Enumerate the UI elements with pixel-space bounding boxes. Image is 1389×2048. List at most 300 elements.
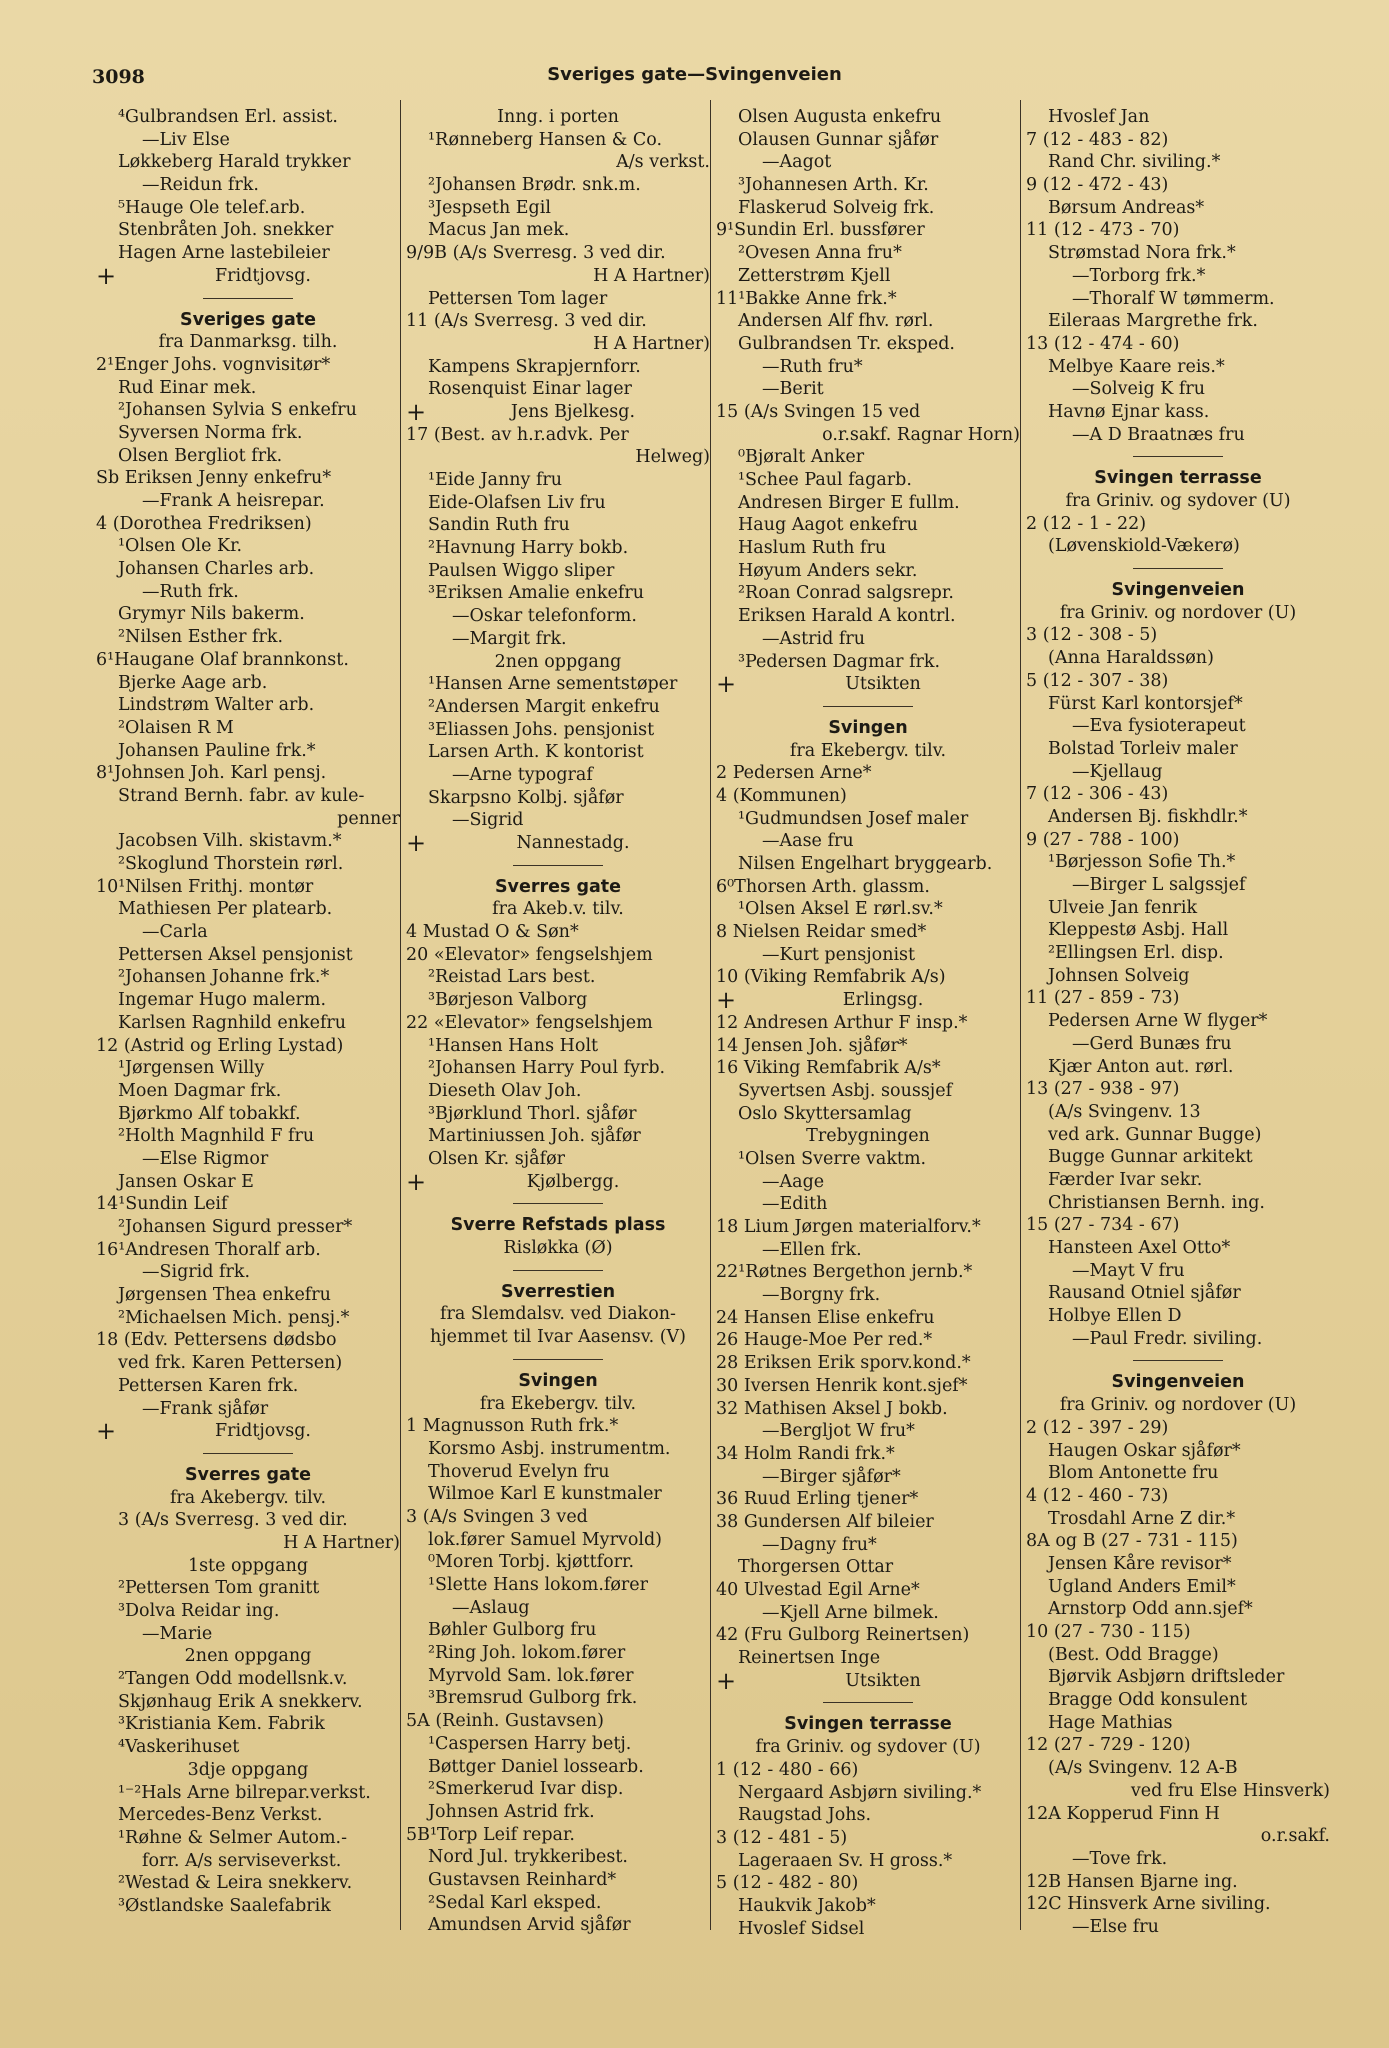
directory-entry: Rosenquist Einar lager bbox=[428, 379, 632, 400]
cross-marker-icon: + bbox=[96, 1420, 117, 1443]
directory-entry: Paulsen Wiggo sliper bbox=[428, 560, 615, 581]
directory-entry: 3 (12 - 481 - 5) bbox=[716, 1827, 848, 1848]
directory-entry: ²Skoglund Thorstein rørl. bbox=[118, 854, 344, 875]
directory-entry: —Sigrid frk. bbox=[142, 1262, 251, 1283]
directory-entry: 30 Iversen Henrik kont.sjef* bbox=[716, 1375, 968, 1396]
directory-entry: Børsum Andreas* bbox=[1048, 197, 1205, 218]
cross-marker-icon: + bbox=[406, 1170, 427, 1194]
directory-entry: —Reidun frk. bbox=[142, 175, 259, 196]
directory-entry: Blom Antonette fru bbox=[1048, 1463, 1219, 1484]
directory-entry: Olsen Bergliot frk. bbox=[118, 445, 283, 466]
directory-entry: 15 (27 - 734 - 67) bbox=[1026, 1215, 1180, 1236]
directory-entry: ³Bjørklund Thorl. sjåfør bbox=[428, 1103, 637, 1124]
section-note: 3dje oppgang bbox=[187, 1759, 309, 1780]
directory-entry: ¹Hansen Arne sementstøper bbox=[428, 674, 678, 695]
directory-entry: —Kjell Arne bilmek. bbox=[762, 1602, 939, 1623]
section-note: 2nen oppgang bbox=[184, 1646, 312, 1667]
directory-entry: (A/s Svingenv. 12 A-B bbox=[1048, 1758, 1238, 1779]
directory-entry: Olausen Gunnar sjåfør bbox=[738, 129, 939, 150]
directory-entry: 14¹Sundin Leif bbox=[96, 1194, 228, 1215]
directory-entry: 9/9B (A/s Sverresg. 3 ved dir. bbox=[406, 243, 666, 264]
street-heading: Svingenveien bbox=[1111, 1372, 1245, 1393]
directory-entry: Ingemar Hugo malerm. bbox=[118, 990, 327, 1011]
directory-entry: ²Olaisen R M bbox=[118, 717, 234, 738]
directory-entry: ¹Gudmundsen Josef maler bbox=[738, 808, 969, 829]
directory-entry: —Bergljot W fru* bbox=[762, 1421, 915, 1442]
directory-entry: Wilmoe Karl E kunstmaler bbox=[428, 1484, 662, 1505]
directory-entry: —Birger sjåfør* bbox=[762, 1466, 901, 1487]
directory-entry: Eileraas Margrethe frk. bbox=[1048, 311, 1258, 332]
directory-entry: Jensen Kåre revisor* bbox=[1048, 1553, 1232, 1574]
directory-entry: 9 (27 - 788 - 100) bbox=[1026, 829, 1180, 850]
directory-entry: ³Kristiania Kem. Fabrik bbox=[118, 1714, 325, 1735]
directory-entry: ²Ring Joh. lokom.fører bbox=[428, 1643, 626, 1664]
directory-entry: ¹Olsen Aksel E rørl.sv.* bbox=[738, 899, 943, 920]
directory-entry: ⁴Gulbrandsen Erl. assist. bbox=[118, 107, 338, 127]
directory-entry: ¹Hansen Hans Holt bbox=[428, 1035, 599, 1056]
directory-entry: 22 «Elevator» fengselshjem bbox=[406, 1012, 653, 1033]
directory-entry: Haukvik Jakob* bbox=[738, 1895, 876, 1916]
directory-entry: —A D Braatnæs fru bbox=[1072, 424, 1245, 445]
directory-entry: Gustavsen Reinhard* bbox=[428, 1869, 617, 1890]
cross-street bbox=[96, 1420, 400, 1443]
directory-entry: Johnsen Solveig bbox=[1048, 965, 1190, 986]
cross-street-label: Kjølbergg. bbox=[526, 1171, 620, 1192]
directory-entry: Skarpsno Kolbj. sjåfør bbox=[428, 787, 624, 808]
section-rule bbox=[513, 865, 603, 866]
directory-entry: ³Dolva Reidar ing. bbox=[118, 1601, 280, 1622]
directory-entry: ⁵Hauge Ole telef.arb. bbox=[118, 197, 306, 218]
section-rule bbox=[203, 1453, 293, 1454]
directory-entry: —Astrid fru bbox=[762, 628, 865, 649]
directory-entry: 8¹Johnsen Joh. Karl pensj. bbox=[96, 763, 327, 784]
directory-entry: (Løvenskiold-Vækerø) bbox=[1048, 536, 1240, 557]
directory-entry: —Birger L salgssjef bbox=[1072, 875, 1246, 896]
directory-entry: Pedersen Arne W flyger* bbox=[1048, 1011, 1268, 1032]
directory-entry: Helweg) bbox=[635, 447, 710, 468]
cross-street bbox=[716, 673, 1020, 696]
directory-entry: Eide-Olafsen Liv fru bbox=[428, 492, 606, 513]
directory-entry: Løkkeberg Harald trykker bbox=[118, 152, 351, 173]
directory-entry: Andresen Birger E fullm. bbox=[738, 492, 960, 513]
directory-entry: Johansen Charles arb. bbox=[118, 559, 315, 580]
directory-entry: Høyum Anders sekr. bbox=[738, 560, 918, 581]
section-note: Trebygningen bbox=[806, 1126, 930, 1147]
section-rule bbox=[513, 1270, 603, 1271]
directory-entry: 1 Magnusson Ruth frk.* bbox=[406, 1416, 619, 1437]
directory-entry: ¹Schee Paul fagarb. bbox=[738, 470, 912, 490]
directory-entry: 1 (12 - 480 - 66) bbox=[716, 1759, 859, 1780]
directory-entry: Nord Jul. trykkeribest. bbox=[428, 1847, 628, 1868]
column-divider-3 bbox=[1020, 100, 1021, 1930]
column-divider-2 bbox=[710, 100, 711, 1930]
directory-entry: Lindstrøm Walter arb. bbox=[118, 695, 315, 716]
directory-entry: ³Bremsrud Gulborg frk. bbox=[428, 1688, 638, 1709]
directory-entry: ¹Olsen Ole Kr. bbox=[118, 536, 243, 557]
directory-entry: 4 (Kommunen) bbox=[716, 785, 847, 806]
directory-entry: —Torborg frk.* bbox=[1072, 265, 1206, 286]
directory-entry: Ugland Anders Emil* bbox=[1048, 1576, 1236, 1597]
directory-entry: Arnstorp Odd ann.sjef* bbox=[1048, 1599, 1253, 1620]
directory-entry: Pettersen Aksel pensjonist bbox=[118, 944, 353, 965]
directory-entry: 26 Hauge-Moe Per red.* bbox=[716, 1330, 933, 1351]
directory-entry: Oslo Skyttersamlag bbox=[738, 1103, 912, 1124]
directory-entry: 3 (A/s Svingen 3 ved bbox=[406, 1506, 588, 1527]
directory-entry: Eriksen Harald A kontrl. bbox=[738, 606, 956, 627]
cross-street-label: Erlingsg. bbox=[842, 990, 924, 1011]
directory-entry: —Aage bbox=[762, 1171, 825, 1192]
directory-entry: Syvertsen Asbj. soussjef bbox=[738, 1080, 953, 1101]
directory-entry: ²Pettersen Tom granitt bbox=[118, 1578, 320, 1599]
directory-entry: 36 Ruud Erling tjener* bbox=[716, 1489, 919, 1510]
directory-entry: 10 (Viking Remfabrik A/s) bbox=[716, 967, 946, 988]
directory-entry: Bøttger Daniel lossearb. bbox=[428, 1756, 644, 1777]
section-note: hjemmet til Ivar Aasensv. (V) bbox=[429, 1327, 687, 1348]
directory-entry: Hvoslef Jan bbox=[1048, 107, 1150, 127]
directory-entry: H A Hartner) bbox=[593, 265, 710, 286]
directory-entry: Melbye Kaare reis.* bbox=[1048, 356, 1225, 377]
directory-entry: 9¹Sundin Erl. bussfører bbox=[716, 220, 925, 241]
directory-entry: —Dagny fru* bbox=[762, 1534, 877, 1555]
directory-entry: lok.fører Samuel Myrvold) bbox=[428, 1529, 662, 1550]
directory-entry: o.r.sakf. Ragnar Horn) bbox=[822, 424, 1020, 445]
directory-entry: forr. A/s serviseverkst. bbox=[142, 1850, 342, 1871]
cross-street bbox=[96, 265, 400, 288]
directory-entry: —Berit bbox=[762, 379, 824, 400]
directory-entry: —Edith bbox=[762, 1194, 828, 1215]
directory-entry: Korsmo Asbj. instrumentm. bbox=[428, 1438, 671, 1459]
directory-entry: ¹Eide Janny fru bbox=[428, 470, 563, 490]
directory-entry: ³Eriksen Amalie enkefru bbox=[428, 583, 645, 604]
directory-entry: Trosdahl Arne Z dir.* bbox=[1048, 1508, 1236, 1529]
section-note: fra Ekebergv. tilv. bbox=[789, 740, 947, 761]
directory-entry: Bolstad Torleiv maler bbox=[1048, 738, 1238, 759]
directory-entry: Zetterstrøm Kjell bbox=[738, 265, 891, 286]
directory-entry: Grymyr Nils bakerm. bbox=[118, 604, 305, 625]
directory-entry: 2 Pedersen Arne* bbox=[716, 763, 872, 784]
directory-entry: Johansen Pauline frk.* bbox=[118, 740, 316, 761]
directory-entry: ¹Olsen Sverre vaktm. bbox=[738, 1148, 927, 1169]
directory-entry: ²Tangen Odd modellsnk.v. bbox=[118, 1669, 348, 1690]
directory-entry: 2¹Enger Johs. vognvisitør* bbox=[96, 354, 331, 375]
directory-entry: Hagen Arne lastebileier bbox=[118, 243, 330, 264]
directory-entry: Bjerke Aage arb. bbox=[118, 672, 268, 693]
directory-entry: ²Ellingsen Erl. disp. bbox=[1048, 943, 1224, 964]
cross-street-label: Nannestadg. bbox=[516, 833, 630, 853]
directory-entry: Sb Eriksen Jenny enkefru* bbox=[96, 468, 332, 489]
directory-entry: Hvoslef Sidsel bbox=[738, 1918, 865, 1939]
directory-entry: ¹Børjesson Sofie Th.* bbox=[1048, 852, 1236, 873]
directory-entry: ²Johansen Johanne frk.* bbox=[118, 967, 330, 988]
directory-entry: Bragge Odd konsulent bbox=[1048, 1690, 1248, 1711]
directory-entry: Nilsen Engelhart bryggearb. bbox=[738, 854, 993, 875]
directory-entry: ²Reistad Lars best. bbox=[428, 967, 596, 988]
directory-entry: ⁰Moren Torbj. kjøttforr. bbox=[428, 1552, 635, 1573]
directory-entry: ³Eliassen Johs. pensjonist bbox=[428, 719, 655, 740]
directory-entry: 11 (12 - 473 - 70) bbox=[1026, 220, 1180, 241]
section-rule bbox=[203, 298, 293, 299]
directory-entry: Syversen Norma frk. bbox=[118, 422, 303, 443]
directory-column-3 bbox=[716, 106, 1020, 1940]
directory-entry: 4 (12 - 460 - 73) bbox=[1026, 1485, 1169, 1506]
street-heading: Sverrestien bbox=[500, 1281, 616, 1302]
directory-entry: 11 (27 - 859 - 73) bbox=[1026, 988, 1180, 1009]
directory-entry: Andersen Bj. fiskhdlr.* bbox=[1048, 806, 1248, 827]
directory-entry: —Tove frk. bbox=[1072, 1848, 1168, 1869]
directory-entry: 11¹Bakke Anne frk.* bbox=[716, 288, 897, 309]
directory-entry: (Best. Odd Bragge) bbox=[1048, 1644, 1219, 1665]
street-heading: Svingenveien bbox=[1111, 580, 1245, 601]
section-note: Inng. i porten bbox=[497, 107, 619, 127]
cross-marker-icon: + bbox=[716, 989, 737, 1012]
directory-entry: 7 (12 - 306 - 43) bbox=[1026, 784, 1169, 805]
directory-entry: ¹Røhne & Selmer Autom.- bbox=[118, 1827, 348, 1848]
directory-entry: ²Andersen Margit enkefru bbox=[428, 696, 660, 717]
cross-marker-icon: + bbox=[716, 673, 737, 696]
directory-entry: —Kjellaug bbox=[1072, 761, 1163, 782]
directory-entry: —Aslaug bbox=[452, 1597, 530, 1618]
directory-entry: 24 Hansen Elise enkefru bbox=[716, 1307, 935, 1328]
street-heading: Sverre Refstads plass bbox=[450, 1215, 666, 1236]
cross-street bbox=[406, 1171, 710, 1194]
directory-entry: 16¹Andresen Thoralf arb. bbox=[96, 1239, 321, 1260]
directory-entry: —Margit frk. bbox=[452, 628, 567, 649]
directory-entry: Olsen Kr. sjåfør bbox=[428, 1148, 565, 1169]
section-note: 1ste oppgang bbox=[187, 1555, 309, 1576]
directory-entry: 8A og B (27 - 731 - 115) bbox=[1026, 1531, 1238, 1552]
directory-entry: 16 Viking Remfabrik A/s* bbox=[716, 1058, 941, 1079]
section-rule bbox=[823, 706, 913, 707]
directory-entry: ¹Jørgensen Willy bbox=[118, 1058, 265, 1079]
directory-entry: —Ellen frk. bbox=[762, 1239, 862, 1260]
directory-entry: Skjønhaug Erik A snekkerv. bbox=[118, 1691, 363, 1712]
section-rule bbox=[823, 1702, 913, 1703]
directory-entry: Dieseth Olav Joh. bbox=[428, 1080, 582, 1101]
section-rule bbox=[1133, 568, 1223, 569]
directory-entry: —Aagot bbox=[762, 152, 832, 173]
directory-column-4 bbox=[1026, 106, 1330, 1939]
directory-entry: 32 Mathisen Aksel J bokb. bbox=[716, 1398, 948, 1419]
directory-entry: 2 (12 - 1 - 22) bbox=[1026, 513, 1147, 534]
directory-entry: Rud Einar mek. bbox=[118, 377, 257, 398]
directory-entry: ²Johansen Harry Poul fyrb. bbox=[428, 1058, 666, 1079]
directory-entry: 38 Gundersen Alf bileier bbox=[716, 1511, 934, 1532]
directory-entry: Raugstad Johs. bbox=[738, 1805, 872, 1826]
directory-entry: ²Havnung Harry bokb. bbox=[428, 538, 629, 559]
directory-entry: ved fru Else Hinsverk) bbox=[1130, 1780, 1330, 1801]
directory-entry: 2 (12 - 397 - 29) bbox=[1026, 1417, 1169, 1438]
directory-entry: o.r.sakf. bbox=[1260, 1826, 1330, 1847]
directory-entry: —Borgny frk. bbox=[762, 1285, 881, 1306]
directory-entry: 7 (12 - 483 - 82) bbox=[1026, 129, 1169, 150]
directory-entry: 5 (12 - 482 - 80) bbox=[716, 1873, 859, 1894]
directory-entry: 13 (27 - 938 - 97) bbox=[1026, 1079, 1180, 1100]
directory-entry: —Frank A heisrepar. bbox=[142, 491, 325, 512]
directory-entry: Jørgensen Thea enkefru bbox=[118, 1285, 331, 1306]
directory-entry: Olsen Augusta enkefru bbox=[738, 107, 942, 127]
directory-entry: 18 Lium Jørgen materialforv.* bbox=[716, 1217, 981, 1238]
section-rule bbox=[1133, 456, 1223, 457]
directory-entry: ²Westad & Leira snekkerv. bbox=[118, 1873, 353, 1894]
directory-entry: 4 (Dorothea Fredriksen) bbox=[96, 513, 312, 534]
directory-entry: 12C Hinsverk Arne siviling. bbox=[1026, 1894, 1271, 1915]
directory-entry: ved frk. Karen Pettersen) bbox=[118, 1353, 343, 1374]
directory-entry: Jansen Oskar E bbox=[118, 1171, 254, 1192]
street-heading: Svingen terrasse bbox=[784, 1714, 952, 1735]
directory-entry: 17 (Best. av h.r.advk. Per bbox=[406, 424, 629, 445]
directory-entry: —Gerd Bunæs fru bbox=[1072, 1033, 1232, 1054]
directory-entry: Haug Aagot enkefru bbox=[738, 515, 918, 536]
directory-entry: Gulbrandsen Tr. eksped. bbox=[738, 333, 955, 354]
directory-entry: Moen Dagmar frk. bbox=[118, 1080, 282, 1101]
cross-marker-icon: + bbox=[96, 264, 117, 288]
directory-entry: (Anna Haraldssøn) bbox=[1048, 648, 1214, 669]
directory-entry: Johnsen Astrid frk. bbox=[428, 1801, 595, 1822]
section-note: Risløkka (Ø) bbox=[503, 1238, 613, 1259]
directory-entry: Rausand Otniel sjåfør bbox=[1048, 1283, 1241, 1304]
directory-entry: 14 Jensen Joh. sjåfør* bbox=[716, 1035, 908, 1056]
directory-entry: ³Pedersen Dagmar frk. bbox=[738, 651, 941, 672]
cross-street-label: Jens Bjelkesg. bbox=[510, 401, 636, 422]
directory-entry: Amundsen Arvid sjåfør bbox=[428, 1915, 631, 1936]
directory-entry: 5A (Reinh. Gustavsen) bbox=[406, 1711, 604, 1732]
directory-entry: Pettersen Karen frk. bbox=[118, 1375, 299, 1396]
directory-entry: Christiansen Bernh. ing. bbox=[1048, 1192, 1265, 1213]
section-note: fra Ekebergv. tilv. bbox=[479, 1393, 637, 1414]
directory-entry: H A Hartner) bbox=[593, 333, 710, 354]
directory-entry: ¹Caspersen Harry betj. bbox=[428, 1733, 632, 1754]
directory-entry: 42 (Fru Gulborg Reinertsen) bbox=[716, 1625, 970, 1646]
directory-entry: Holbye Ellen D bbox=[1048, 1306, 1182, 1327]
street-heading: Svingen bbox=[518, 1370, 598, 1391]
directory-entry: ²Holth Magnhild F fru bbox=[118, 1126, 315, 1147]
directory-entry: Mathiesen Per platearb. bbox=[118, 899, 333, 920]
directory-entry: ²Johansen Sylvia S enkefru bbox=[118, 400, 357, 421]
directory-entry: Lageraaen Sv. H gross.* bbox=[738, 1850, 953, 1871]
directory-entry: —Solveig K fru bbox=[1072, 379, 1205, 400]
directory-entry: Pettersen Tom lager bbox=[428, 288, 608, 309]
section-rule bbox=[513, 1359, 603, 1360]
directory-entry: ³Johannesen Arth. Kr. bbox=[738, 175, 929, 196]
directory-entry: 9 (12 - 472 - 43) bbox=[1026, 175, 1169, 196]
directory-entry: —Sigrid bbox=[452, 810, 524, 831]
directory-entry: 5 (12 - 307 - 38) bbox=[1026, 670, 1169, 691]
directory-entry: 40 Ulvestad Egil Arne* bbox=[716, 1580, 920, 1601]
directory-entry: —Marie bbox=[142, 1623, 213, 1644]
directory-entry: Flaskerud Solveig frk. bbox=[738, 197, 935, 218]
directory-entry: —Else Rigmor bbox=[142, 1148, 269, 1169]
directory-entry: Sandin Ruth fru bbox=[428, 515, 570, 536]
directory-entry: 22¹Røtnes Bergethon jernb.* bbox=[716, 1262, 973, 1283]
section-note: fra Akebergv. tilv. bbox=[169, 1487, 327, 1508]
directory-entry: Andersen Alf fhv. rørl. bbox=[738, 311, 934, 332]
cross-marker-icon: + bbox=[406, 400, 427, 424]
directory-entry: Bjørkmo Alf tobakkf. bbox=[118, 1103, 301, 1124]
directory-entry: 10¹Nilsen Frithj. montør bbox=[96, 876, 314, 897]
street-heading: Svingen terrasse bbox=[1094, 468, 1262, 489]
directory-entry: Færder Ivar sekr. bbox=[1048, 1169, 1203, 1190]
directory-entry: ²Johansen Sigurd presser* bbox=[118, 1217, 353, 1238]
directory-entry: Karlsen Ragnhild enkefru bbox=[118, 1012, 347, 1033]
directory-entry: 28 Eriksen Erik sporv.kond.* bbox=[716, 1353, 971, 1374]
directory-entry: Jacobsen Vilh. skistavm.* bbox=[118, 831, 342, 852]
directory-entry: —Carla bbox=[142, 922, 208, 943]
cross-street-label: Fridtjovsg. bbox=[215, 1421, 311, 1442]
section-rule bbox=[513, 1203, 603, 1204]
section-note: fra Griniv. og sydover (U) bbox=[1065, 491, 1291, 512]
directory-entry: —Arne typograf bbox=[452, 764, 593, 785]
directory-entry: ²Michaelsen Mich. pensj.* bbox=[118, 1307, 350, 1328]
directory-entry: ¹⁻²Hals Arne bilrepar.verkst. bbox=[118, 1782, 371, 1803]
directory-entry: 11 (A/s Sverresg. 3 ved dir. bbox=[406, 311, 647, 332]
directory-entry: —Ruth frk. bbox=[142, 581, 239, 602]
directory-entry: ⁴Vaskerihuset bbox=[118, 1737, 240, 1758]
running-head: Sveriges gate—Svingenveien bbox=[547, 64, 842, 85]
directory-entry: Haslum Ruth fru bbox=[738, 538, 887, 559]
cross-street bbox=[716, 1670, 1020, 1693]
cross-street-label: Utsikten bbox=[845, 1670, 921, 1691]
page-number: 3098 bbox=[92, 66, 145, 88]
cross-street bbox=[406, 401, 710, 424]
directory-entry: ¹Rønneberg Hansen & Co. bbox=[428, 129, 663, 150]
directory-entry: ved ark. Gunnar Bugge) bbox=[1048, 1124, 1262, 1145]
directory-entry: 5B¹Torp Leif repar. bbox=[406, 1824, 575, 1845]
directory-entry: —Paul Fredr. siviling. bbox=[1072, 1328, 1263, 1349]
section-note: fra Griniv. og nordover (U) bbox=[1059, 602, 1297, 623]
cross-marker-icon: + bbox=[716, 1669, 737, 1693]
directory-entry: ²Sedal Karl eksped. bbox=[428, 1892, 602, 1913]
directory-entry: ²Johansen Brødr. snk.m. bbox=[428, 175, 641, 196]
directory-entry: H A Hartner) bbox=[283, 1532, 400, 1553]
column-divider-1 bbox=[400, 100, 401, 1930]
directory-entry: 12 (27 - 729 - 120) bbox=[1026, 1735, 1191, 1756]
directory-entry: Bjørvik Asbjørn driftsleder bbox=[1048, 1667, 1285, 1688]
directory-entry: ³Børjeson Valborg bbox=[428, 990, 588, 1011]
directory-entry: 13 (12 - 474 - 60) bbox=[1026, 333, 1180, 354]
section-note: fra Griniv. og sydover (U) bbox=[755, 1737, 981, 1758]
directory-entry: 12B Hansen Bjarne ing. bbox=[1026, 1871, 1238, 1892]
directory-entry: Rand Chr. siviling.* bbox=[1048, 152, 1221, 173]
directory-entry: 20 «Elevator» fengselshjem bbox=[406, 944, 653, 965]
street-heading: Sverres gate bbox=[184, 1464, 312, 1485]
section-note: fra Griniv. og nordover (U) bbox=[1059, 1395, 1297, 1416]
directory-entry: Havnø Ejnar kass. bbox=[1048, 401, 1210, 422]
directory-entry: ²Nilsen Esther frk. bbox=[118, 627, 284, 648]
directory-entry: Bugge Gunnar arkitekt bbox=[1048, 1147, 1253, 1168]
directory-entry: —Eva fysioterapeut bbox=[1072, 716, 1246, 737]
directory-entry: 12A Kopperud Finn H bbox=[1026, 1803, 1220, 1824]
street-heading: Sveriges gate bbox=[180, 309, 316, 330]
street-heading: Sverres gate bbox=[494, 876, 622, 897]
directory-entry: Thoverud Evelyn fru bbox=[428, 1461, 610, 1482]
directory-entry: —Oskar telefonform. bbox=[452, 606, 637, 627]
directory-entry: ⁰Bjøralt Anker bbox=[738, 447, 865, 468]
directory-entry: —Thoralf W tømmerm. bbox=[1072, 288, 1275, 309]
directory-entry: —Liv Else bbox=[142, 129, 230, 150]
directory-entry: Thorgersen Ottar bbox=[738, 1557, 894, 1578]
directory-entry: Strand Bernh. fabr. av kule- bbox=[118, 785, 365, 806]
directory-entry: —Mayt V fru bbox=[1072, 1260, 1185, 1281]
directory-entry: Kampens Skrapjernforr. bbox=[428, 356, 641, 377]
cross-marker-icon: + bbox=[406, 832, 427, 855]
directory-column-1 bbox=[96, 106, 400, 1918]
directory-entry: 34 Holm Randi frk.* bbox=[716, 1443, 895, 1464]
directory-entry: 3 (12 - 308 - 5) bbox=[1026, 625, 1158, 646]
directory-entry: —Else fru bbox=[1072, 1916, 1159, 1937]
directory-entry: Ulveie Jan fenrik bbox=[1048, 897, 1198, 918]
directory-entry: 15 (A/s Svingen 15 ved bbox=[716, 401, 921, 422]
directory-entry: —Kurt pensjonist bbox=[762, 944, 916, 965]
